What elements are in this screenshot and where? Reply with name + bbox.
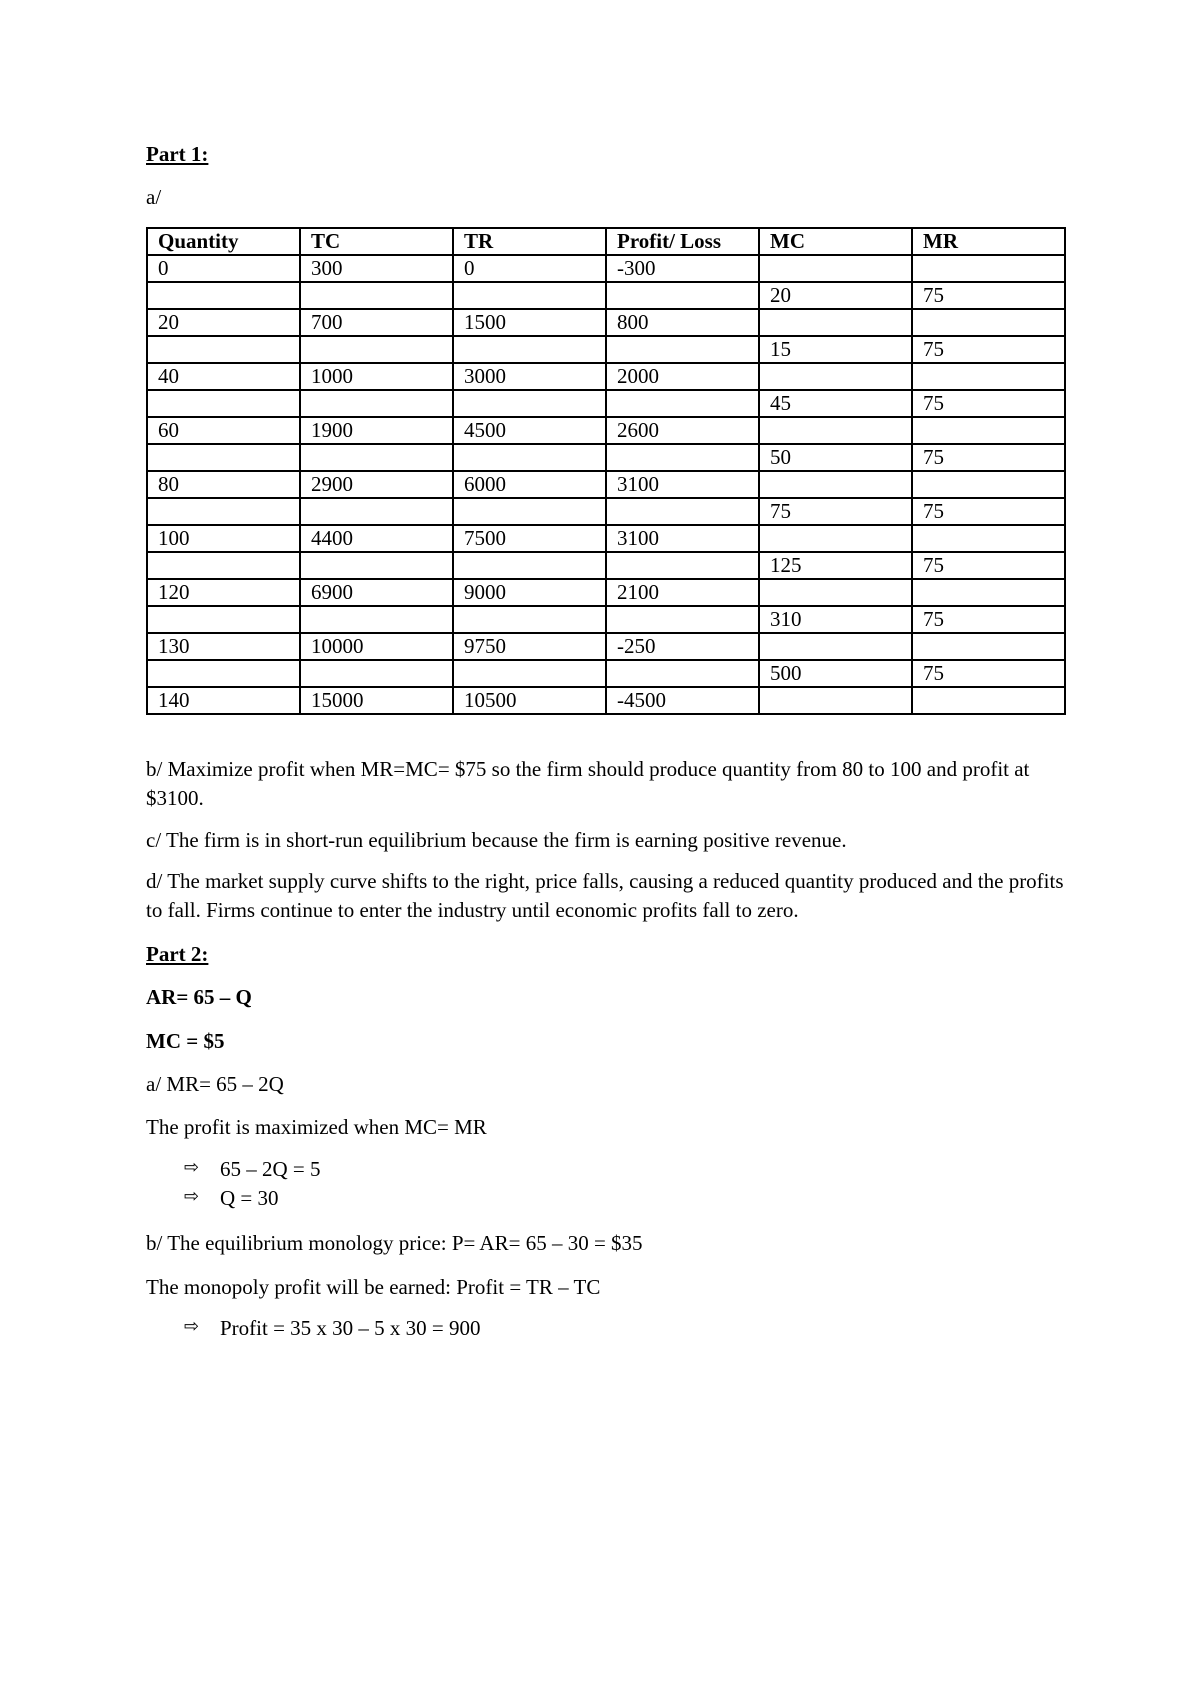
table-cell: 50	[759, 444, 912, 471]
table-cell: 20	[759, 282, 912, 309]
step-equation-3	[146, 1314, 1066, 1343]
table-cell: 6900	[300, 579, 453, 606]
table-cell: 15	[759, 336, 912, 363]
table-cell: 2000	[606, 363, 759, 390]
table-cell: 700	[300, 309, 453, 336]
table-cell: 75	[759, 498, 912, 525]
part2-a-mr: a/ MR= 65 – 2Q	[146, 1071, 284, 1096]
table-cell	[147, 282, 300, 309]
table-cell	[759, 579, 912, 606]
table-cell	[912, 309, 1065, 336]
table-cell: 125	[759, 552, 912, 579]
table-cell	[912, 525, 1065, 552]
part1-b-answer: b/ Maximize profit when MR=MC= $75 so the firm should produce quantity from 80 to 100 and profit at $3100.	[146, 756, 1030, 811]
table-cell	[147, 498, 300, 525]
table-cell: 2100	[606, 579, 759, 606]
step-equation-2	[146, 1184, 1066, 1213]
table-cell: 3100	[606, 525, 759, 552]
table-row	[147, 309, 1065, 336]
table-row	[147, 687, 1065, 714]
part2-profit-max-condition: The profit is maximized when MC= MR	[146, 1115, 487, 1140]
table-cell: 75	[912, 336, 1065, 363]
table-row	[147, 363, 1065, 390]
table-cell: 3000	[453, 363, 606, 390]
table-cell	[453, 336, 606, 363]
table-header-row	[147, 228, 1065, 255]
step-equation-1-text: 65 – 2Q = 5	[220, 1156, 321, 1181]
table-row	[147, 579, 1065, 606]
table-cell: 75	[912, 282, 1065, 309]
table-cell: 15000	[300, 687, 453, 714]
part1-c-answer: c/ The firm is in short-run equilibrium because the firm is earning positive revenue.	[146, 827, 847, 852]
table-cell	[912, 579, 1065, 606]
part2-b-price: b/ The equilibrium monology price: P= AR= 65 – 30 = $35	[146, 1231, 643, 1256]
table-cell	[147, 444, 300, 471]
table-cell	[147, 606, 300, 633]
table-cell: 4400	[300, 525, 453, 552]
table-cell	[300, 444, 453, 471]
cost-revenue-table	[146, 227, 1066, 715]
table-cell	[912, 471, 1065, 498]
table-row	[147, 498, 1065, 525]
table-cell: 9750	[453, 633, 606, 660]
table-header-cell: MR	[912, 228, 1065, 255]
table-cell: 75	[912, 606, 1065, 633]
table-cell: 310	[759, 606, 912, 633]
step-equation-2-text: Q = 30	[220, 1186, 279, 1211]
table-cell	[912, 363, 1065, 390]
table-cell: 120	[147, 579, 300, 606]
table-cell	[453, 390, 606, 417]
table-header-cell: Quantity	[147, 228, 300, 255]
step-equation-3-text: Profit = 35 x 30 – 5 x 30 = 900	[220, 1316, 481, 1341]
right-outline-arrow-icon: ⇨	[184, 1156, 200, 1178]
table-cell	[759, 309, 912, 336]
table-cell	[147, 390, 300, 417]
table-cell: 20	[147, 309, 300, 336]
table-cell	[606, 498, 759, 525]
table-cell	[606, 282, 759, 309]
part2-ar-equation: AR= 65 – Q	[146, 985, 252, 1010]
table-row	[147, 606, 1065, 633]
document-page	[146, 140, 1066, 1344]
table-cell	[300, 498, 453, 525]
table-cell: 75	[912, 552, 1065, 579]
table-cell: 800	[606, 309, 759, 336]
table-cell: 500	[759, 660, 912, 687]
table-cell	[912, 633, 1065, 660]
table-cell	[300, 282, 453, 309]
table-cell: 9000	[453, 579, 606, 606]
table-cell: 300	[300, 255, 453, 282]
table-cell: 130	[147, 633, 300, 660]
table-cell: 75	[912, 498, 1065, 525]
table-header-cell: TC	[300, 228, 453, 255]
table-cell: 45	[759, 390, 912, 417]
table-cell: 10500	[453, 687, 606, 714]
table-cell: 2900	[300, 471, 453, 498]
table-cell	[606, 390, 759, 417]
table-header-cell: MC	[759, 228, 912, 255]
table-row	[147, 336, 1065, 363]
table-row	[147, 417, 1065, 444]
table-cell: 75	[912, 660, 1065, 687]
table-cell	[606, 606, 759, 633]
table-cell	[759, 525, 912, 552]
table-cell	[759, 633, 912, 660]
table-cell: 10000	[300, 633, 453, 660]
step-equation-1	[146, 1155, 1066, 1184]
table-cell	[759, 255, 912, 282]
table-cell	[300, 552, 453, 579]
table-cell	[453, 552, 606, 579]
table-cell: 1900	[300, 417, 453, 444]
table-cell: 140	[147, 687, 300, 714]
table-cell	[147, 552, 300, 579]
table-cell	[300, 606, 453, 633]
table-row	[147, 660, 1065, 687]
table-header-cell: TR	[453, 228, 606, 255]
table-cell	[453, 444, 606, 471]
table-row	[147, 471, 1065, 498]
table-cell: 2600	[606, 417, 759, 444]
table-cell: 100	[147, 525, 300, 552]
table-row	[147, 390, 1065, 417]
table-cell: -250	[606, 633, 759, 660]
part2-mc-equation: MC = $5	[146, 1028, 225, 1053]
table-cell	[453, 498, 606, 525]
table-cell	[606, 336, 759, 363]
table-cell: 75	[912, 390, 1065, 417]
table-cell	[147, 336, 300, 363]
right-outline-arrow-icon: ⇨	[184, 1186, 200, 1208]
part1-heading: Part 1:	[146, 142, 209, 166]
part1-a-label: a/	[146, 185, 162, 210]
right-outline-arrow-icon: ⇨	[184, 1316, 200, 1338]
table-header-cell: Profit/ Loss	[606, 228, 759, 255]
table-row	[147, 552, 1065, 579]
table-cell	[300, 660, 453, 687]
table-cell	[300, 390, 453, 417]
table-body	[147, 255, 1065, 714]
table-cell	[759, 687, 912, 714]
table-cell	[147, 660, 300, 687]
table-cell	[759, 471, 912, 498]
part2-heading: Part 2:	[146, 941, 209, 966]
table-cell	[912, 417, 1065, 444]
table-cell: 1500	[453, 309, 606, 336]
table-cell: 40	[147, 363, 300, 390]
table-row	[147, 255, 1065, 282]
table-cell	[453, 606, 606, 633]
table-row	[147, 633, 1065, 660]
table-cell	[759, 417, 912, 444]
table-cell: 6000	[453, 471, 606, 498]
table-cell: 1000	[300, 363, 453, 390]
table-cell: -300	[606, 255, 759, 282]
table-cell: 0	[453, 255, 606, 282]
table-cell: 75	[912, 444, 1065, 471]
table-cell	[606, 552, 759, 579]
table-cell: 3100	[606, 471, 759, 498]
table-cell	[606, 444, 759, 471]
table-cell	[912, 255, 1065, 282]
table-cell: 0	[147, 255, 300, 282]
table-cell: 60	[147, 417, 300, 444]
part1-d-answer: d/ The market supply curve shifts to the right, price falls, causing a reduced quantity produced and the profits to fall. Firms continue to enter the industry until economic profits fall to zero.	[146, 868, 1064, 923]
table-cell	[453, 282, 606, 309]
table-cell	[759, 363, 912, 390]
table-cell	[606, 660, 759, 687]
table-row	[147, 282, 1065, 309]
table-row	[147, 444, 1065, 471]
part2-profit-equation: The monopoly profit will be earned: Profit = TR – TC	[146, 1274, 601, 1299]
table-row	[147, 525, 1065, 552]
table-cell: -4500	[606, 687, 759, 714]
table-cell	[912, 687, 1065, 714]
table-cell: 7500	[453, 525, 606, 552]
table-cell	[300, 336, 453, 363]
table-cell: 80	[147, 471, 300, 498]
table-cell: 4500	[453, 417, 606, 444]
table-cell	[453, 660, 606, 687]
